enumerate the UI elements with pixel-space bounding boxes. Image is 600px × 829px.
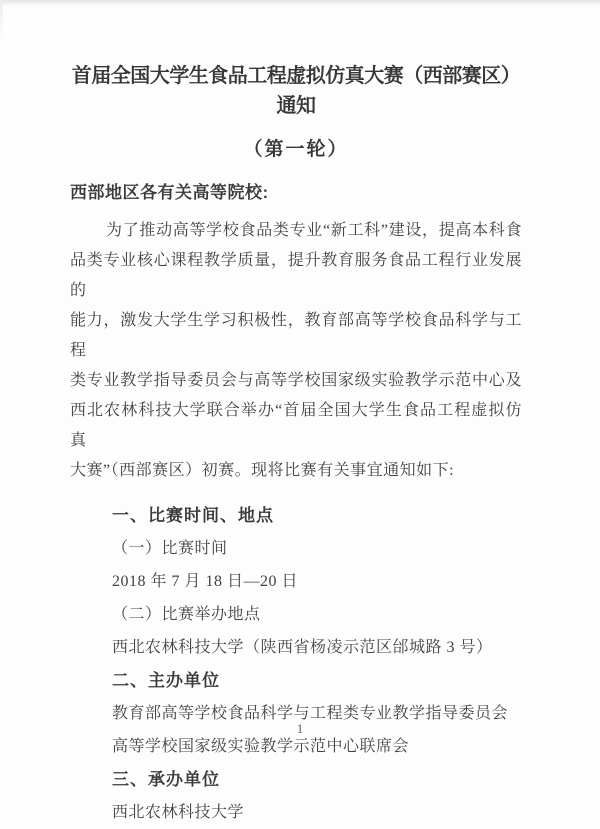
undertaker-line: 西北农林科技大学 — [112, 804, 245, 821]
page-number: 1 — [296, 721, 304, 736]
intro-paragraph-line-5: 西北农林科技大学联合举办“首届全国大学生食品工程虚拟仿真 — [70, 402, 522, 449]
scan-edge-artifact-left — [0, 0, 3, 40]
subsection-1-2-heading-venue: （二）比赛举办地点 — [112, 606, 261, 623]
competition-venue-line: 西北农林科技大学（陕西省杨凌示范区邰城路 3 号） — [112, 639, 493, 656]
section-2-heading-organizers: 二、主办单位 — [112, 671, 220, 690]
intro-paragraph-line-2: 品类专业核心课程教学质量，提升教育服务食品工程行业发展的 — [70, 252, 522, 299]
document-page — [70, 0, 522, 829]
salutation-line: 西部地区各有关高等院校: — [70, 183, 269, 202]
intro-paragraph — [70, 216, 522, 486]
intro-paragraph-line-4: 类专业教学指导委员会与高等学校国家级实验教学示范中心及 — [70, 372, 522, 389]
intro-paragraph-line-3: 能力，激发大学生学习积极性，教育部高等学校食品科学与工程 — [70, 312, 522, 359]
intro-paragraph-line-6: 大赛”（西部赛区）初赛。现将比赛有关事宜通知如下: — [70, 462, 455, 479]
subsection-1-1-heading-time: （一）比赛时间 — [112, 540, 228, 557]
document-title: 首届全国大学生食品工程虚拟仿真大赛（西部赛区）通知 — [71, 65, 521, 117]
competition-date-line: 2018 年 7 月 18 日—20 日 — [112, 573, 299, 590]
document-subtitle-round: （第一轮） — [243, 139, 349, 160]
section-3-heading-undertaker: 三、承办单位 — [112, 770, 220, 789]
section-1-heading-time-venue: 一、比赛时间、地点 — [112, 506, 274, 525]
organizer-line-2: 高等学校国家级实验教学示范中心联席会 — [112, 738, 410, 755]
organizer-line-1: 教育部高等学校食品科学与工程类专业教学指导委员会 — [112, 705, 509, 722]
intro-paragraph-line-1: 为了推动高等学校食品类专业“新工科”建设，提高本科食 — [106, 222, 522, 239]
